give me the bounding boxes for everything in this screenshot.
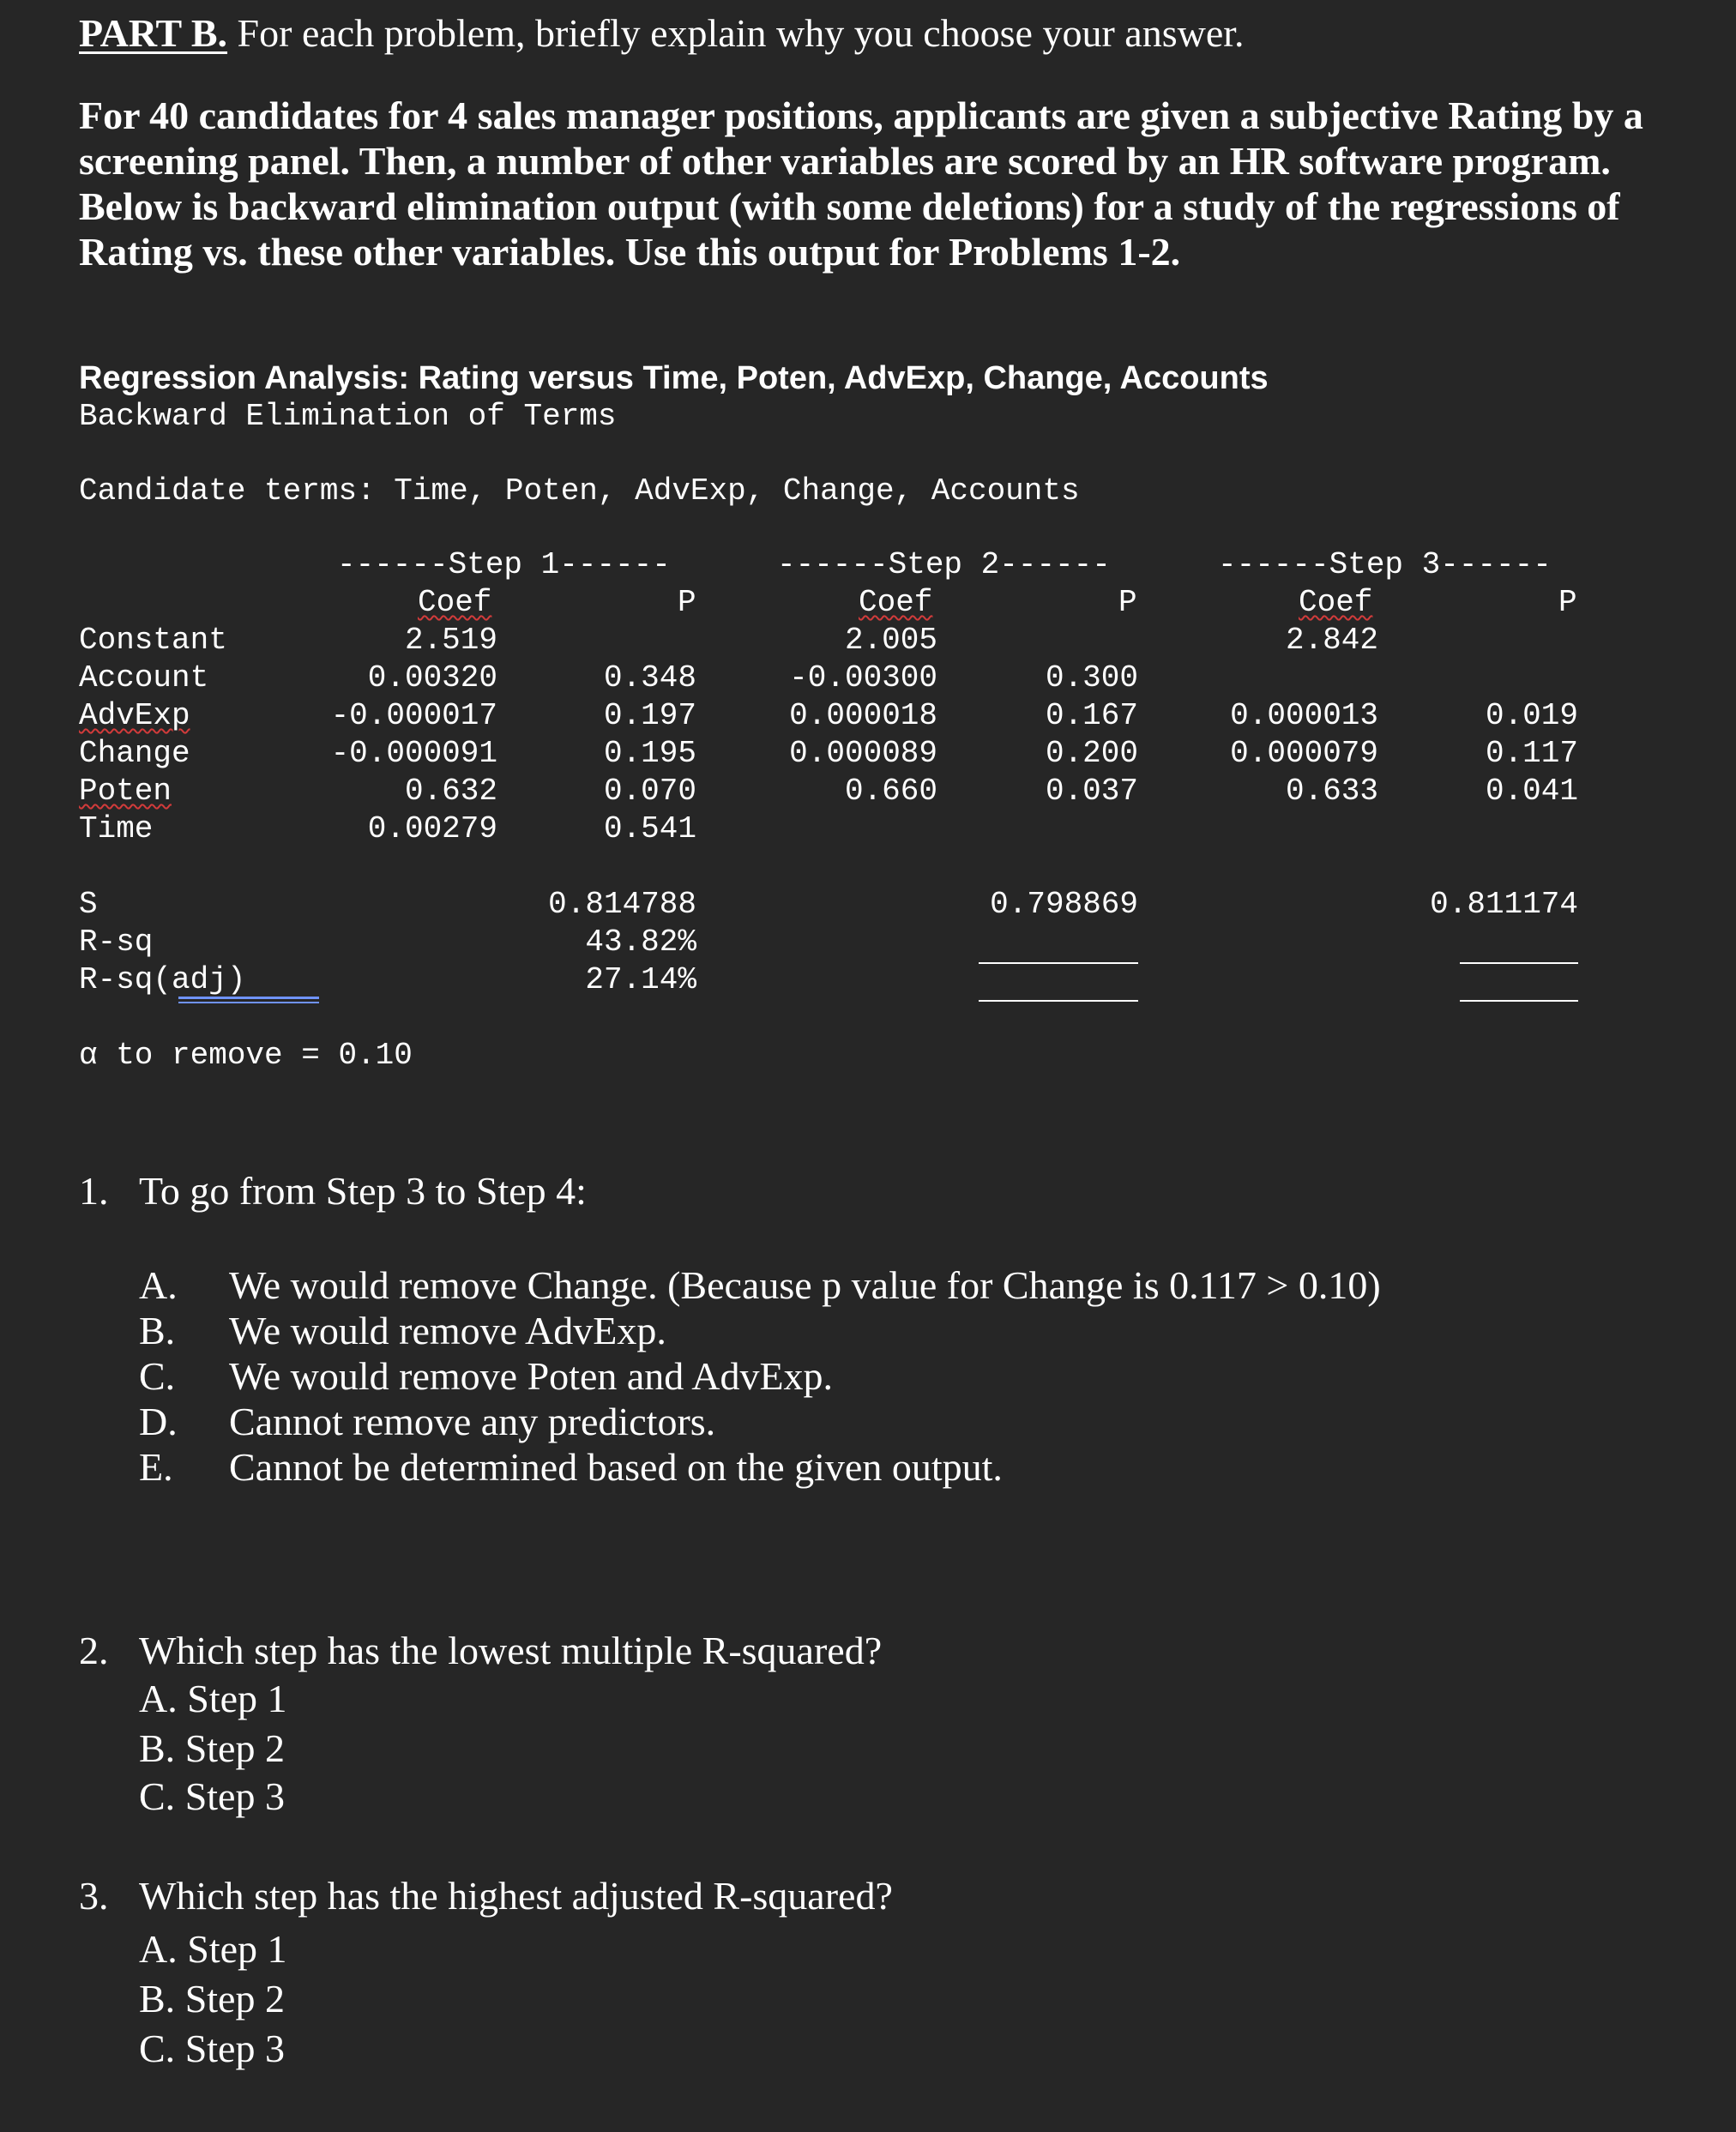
- q1-option-c-text: We would remove Poten and AdvExp.: [229, 1354, 834, 1398]
- s3-coef-advexp: 0.000013: [1230, 698, 1378, 733]
- q3-option-a: [139, 1926, 287, 1972]
- term-change: Change: [79, 736, 190, 771]
- s1-p-poten: 0.070: [603, 774, 696, 809]
- part-label: PART B.: [79, 11, 228, 55]
- q3-option-c-letter: C.: [139, 2027, 176, 2070]
- q3-option-b-text: Step 2: [184, 1977, 285, 2021]
- step2-header: ------Step 2------: [777, 547, 1111, 582]
- s1-p-time: 0.541: [603, 811, 696, 846]
- s2-coef-constant: 2.005: [844, 623, 937, 658]
- term-constant: Constant: [79, 623, 227, 658]
- s1-p-account: 0.348: [603, 660, 696, 696]
- q1-option-e-letter: E.: [139, 1445, 173, 1489]
- s1-coef-advexp: -0.000017: [330, 698, 497, 733]
- s2-coef-account: -0.00300: [789, 660, 937, 696]
- s2-coef-poten: 0.660: [844, 774, 937, 809]
- s3-rsq-blank: [1460, 962, 1578, 964]
- s3-coef-change: 0.000079: [1230, 736, 1378, 771]
- q1-text: To go from Step 3 to Step 4:: [139, 1169, 587, 1213]
- q1-option-a-text: We would remove Change. (Because p value for Change is 0.117 > 0.10): [229, 1263, 1381, 1307]
- s2-p-advexp: 0.167: [1045, 698, 1138, 733]
- s3-coef-poten: 0.633: [1285, 774, 1378, 809]
- s1-coef-account: 0.00320: [367, 660, 497, 696]
- q1-option-c-letter: C.: [139, 1354, 176, 1398]
- s2-coef-change: 0.000089: [789, 736, 937, 771]
- s1-p-advexp: 0.197: [603, 698, 696, 733]
- s2-rsqadj-blank: [979, 1000, 1138, 1002]
- s1-coef-poten: 0.632: [404, 774, 497, 809]
- q2-option-a-letter: A.: [139, 1677, 178, 1720]
- step1-header: ------Step 1------: [337, 547, 671, 582]
- q1-option-e-text: Cannot be determined based on the given output.: [229, 1445, 1003, 1489]
- s3-s-value: 0.811174: [1430, 887, 1578, 922]
- s1-coef-constant: 2.519: [404, 623, 497, 658]
- q2-option-a-text: Step 1: [187, 1677, 287, 1720]
- q1-option-d-text: Cannot remove any predictors.: [229, 1400, 716, 1443]
- candidate-terms: Candidate terms: Time, Poten, AdvExp, Change, Accounts: [79, 473, 1080, 509]
- q3-option-a-letter: A.: [139, 1927, 178, 1971]
- step3-coef-label: Coef: [1299, 585, 1373, 620]
- q2-option-b-letter: B.: [139, 1726, 176, 1770]
- s1-rsqadj-value: 27.14%: [585, 962, 696, 997]
- s1-p-change: 0.195: [603, 736, 696, 771]
- step3-p-label: P: [1558, 585, 1577, 620]
- q3-text: Which step has the highest adjusted R-squared?: [139, 1874, 893, 1918]
- s2-s-value: 0.798869: [990, 887, 1138, 922]
- s-label: S: [79, 887, 98, 922]
- rsqadj-underline: [178, 997, 319, 999]
- q2-option-b-text: Step 2: [184, 1726, 285, 1770]
- term-poten: Poten: [79, 774, 172, 809]
- q2-option-c-text: Step 3: [184, 1774, 285, 1818]
- s3-p-poten: 0.041: [1485, 774, 1578, 809]
- term-advexp: AdvExp: [79, 698, 190, 733]
- q2-option-c: [139, 1774, 285, 1819]
- q2-text: Which step has the lowest multiple R-squared?: [139, 1629, 883, 1672]
- part-heading: [79, 10, 1245, 56]
- step3-header: ------Step 3------: [1218, 547, 1552, 582]
- q1-option-a-letter: A.: [139, 1263, 178, 1307]
- s2-p-account: 0.300: [1045, 660, 1138, 696]
- s1-s-value: 0.814788: [548, 887, 696, 922]
- q1-option-b-text: We would remove AdvExp.: [229, 1309, 666, 1352]
- s2-coef-advexp: 0.000018: [789, 698, 937, 733]
- term-time: Time: [79, 811, 154, 846]
- s1-rsq-value: 43.82%: [585, 924, 696, 960]
- s1-coef-time: 0.00279: [367, 811, 497, 846]
- s1-coef-change: -0.000091: [330, 736, 497, 771]
- q1-option-d-letter: D.: [139, 1400, 178, 1443]
- rsqadj-underline-2: [178, 1002, 319, 1003]
- q3-number: 3.: [79, 1874, 109, 1918]
- rsq-label: R-sq: [79, 924, 154, 960]
- q3-option-c-text: Step 3: [184, 2027, 285, 2070]
- q3-option-b: [139, 1976, 285, 2021]
- q2-option-c-letter: C.: [139, 1774, 176, 1818]
- q2-option-a: [139, 1676, 287, 1721]
- regression-title: Regression Analysis: Rating versus Time, Poten, AdvExp, Change, Accounts: [79, 360, 1269, 396]
- q3-option-a-text: Step 1: [187, 1927, 287, 1971]
- q2-number: 2.: [79, 1629, 109, 1672]
- s2-p-change: 0.200: [1045, 736, 1138, 771]
- q3-option-c: [139, 2026, 285, 2071]
- problem-description: For 40 candidates for 4 sales manager positions, applicants are given a subjective Rating by a screening panel. Then, a number of other variables are scored by an HR software program. Below is backward elimination output (with some deletions) for a study of the regressions of Rating vs. these other variables. Use this output for Problems 1-2.: [79, 93, 1643, 274]
- rsqadj-label: R-sq(adj): [79, 962, 246, 997]
- regression-subtitle: Backward Elimination of Terms: [79, 399, 617, 434]
- part-instructions: For each problem, briefly explain why you choose your answer.: [227, 11, 1245, 55]
- step2-p-label: P: [1118, 585, 1137, 620]
- term-account: Account: [79, 660, 209, 696]
- q1-number: 1.: [79, 1169, 109, 1213]
- s3-p-change: 0.117: [1485, 736, 1578, 771]
- s3-rsqadj-blank: [1460, 1000, 1578, 1002]
- q1-option-b-letter: B.: [139, 1309, 176, 1352]
- alpha-to-remove: α to remove = 0.10: [79, 1038, 413, 1073]
- step1-p-label: P: [678, 585, 696, 620]
- step2-coef-label: Coef: [859, 585, 933, 620]
- s3-p-advexp: 0.019: [1485, 698, 1578, 733]
- q3-option-b-letter: B.: [139, 1977, 176, 2021]
- s2-p-poten: 0.037: [1045, 774, 1138, 809]
- q2-option-b: [139, 1725, 285, 1771]
- s3-coef-constant: 2.842: [1285, 623, 1378, 658]
- s2-rsq-blank: [979, 962, 1138, 964]
- step1-coef-label: Coef: [418, 585, 492, 620]
